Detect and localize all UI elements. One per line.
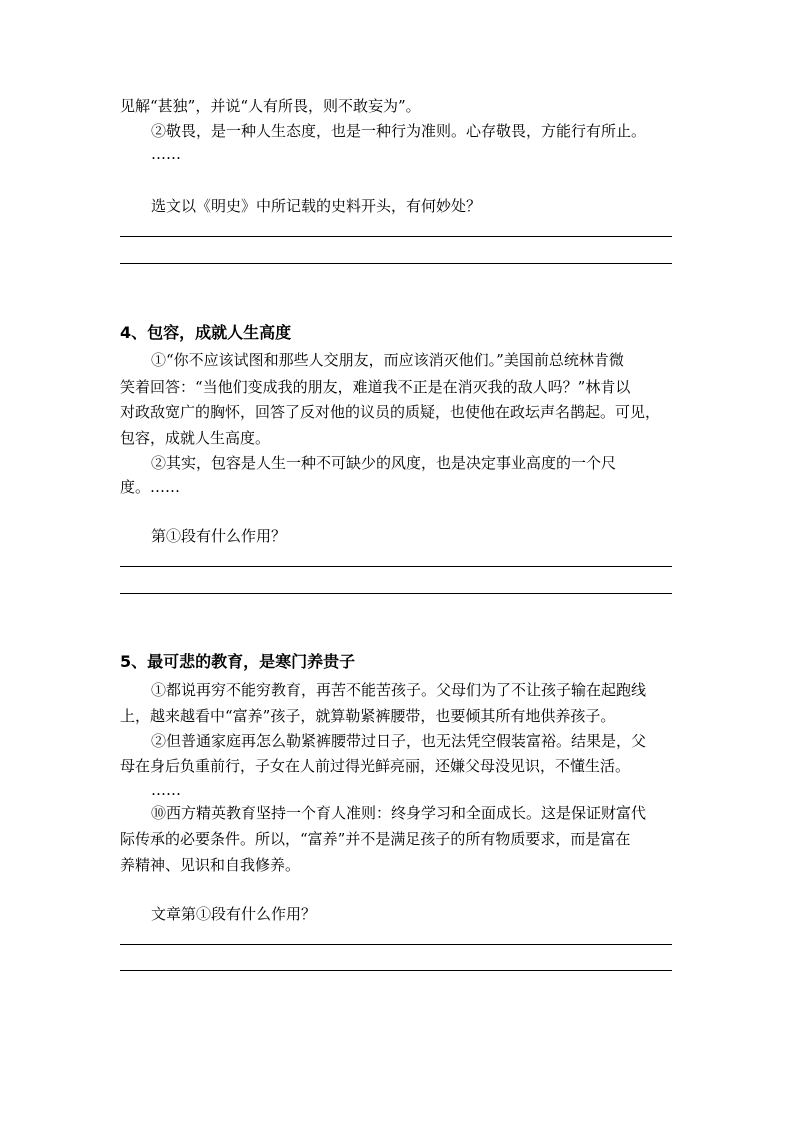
section3-line-3: …… <box>151 145 181 163</box>
section4-line-1: ①“你不应该试图和那些人交朋友，而应该消灭他们。”美国前总统林肯微 <box>151 351 624 369</box>
section4-line-5: ②其实，包容是人生一种不可缺少的风度，也是决定事业高度的一个尺 <box>151 454 617 472</box>
answer-line[interactable] <box>120 944 672 945</box>
section4-heading: 4、包容，成就人生高度 <box>120 323 292 342</box>
section5-line-8: 养精神、见识和自我修养。 <box>120 856 301 874</box>
section4-line-6: 度。…… <box>120 478 181 496</box>
answer-line[interactable] <box>120 263 672 264</box>
section5-line-4: 母在身后负重前行，子女在人前过得光鲜亮丽，还嫌父母没见识，不懂生活。 <box>120 757 631 775</box>
section5-line-7: 际传承的必要条件。所以，“富养”并不是满足孩子的所有物质要求，而是富在 <box>120 830 631 848</box>
section5-line-5: …… <box>151 781 181 799</box>
section3-question: 选文以《明史》中所记载的史料开头，有何妙处？ <box>151 197 482 215</box>
answer-line[interactable] <box>120 236 672 237</box>
section3-line-2: ②敬畏，是一种人生态度，也是一种行为准则。心存敬畏，方能行有所止。 <box>151 122 647 140</box>
section5-line-2: 上，越来越看中“富养”孩子，就算勒紧裤腰带，也要倾其所有地供养孩子。 <box>120 707 616 725</box>
section5-question: 文章第①段有什么作用？ <box>151 905 317 923</box>
section5-line-1: ①都说再穷不能穷教育，再苦不能苦孩子。父母们为了不让孩子输在起跑线 <box>151 681 647 699</box>
section4-line-2: 笑着回答：“当他们变成我的朋友，难道我不正是在消灭我的敌人吗？”林肯以 <box>120 378 631 396</box>
section5-line-3: ②但普通家庭再怎么勒紧裤腰带过日子，也无法凭空假装富裕。结果是，父 <box>151 732 647 750</box>
answer-line[interactable] <box>120 566 672 567</box>
section3-line-1: 见解“甚独”，并说“人有所畏，则不敢妄为”。 <box>120 97 421 115</box>
answer-line[interactable] <box>120 593 672 594</box>
section5-heading: 5、最可悲的教育，是寒门养贵子 <box>120 652 356 671</box>
section4-question: 第①段有什么作用？ <box>151 527 287 545</box>
section4-line-3: 对政敌宽广的胸怀，回答了反对他的议员的质疑，也使他在政坛声名鹊起。可见， <box>120 403 661 421</box>
answer-line[interactable] <box>120 970 672 971</box>
section5-line-6: ⑩西方精英教育坚持一个育人准则：终身学习和全面成长。这是保证财富代 <box>151 804 647 822</box>
section4-line-4: 包容，成就人生高度。 <box>120 429 271 447</box>
